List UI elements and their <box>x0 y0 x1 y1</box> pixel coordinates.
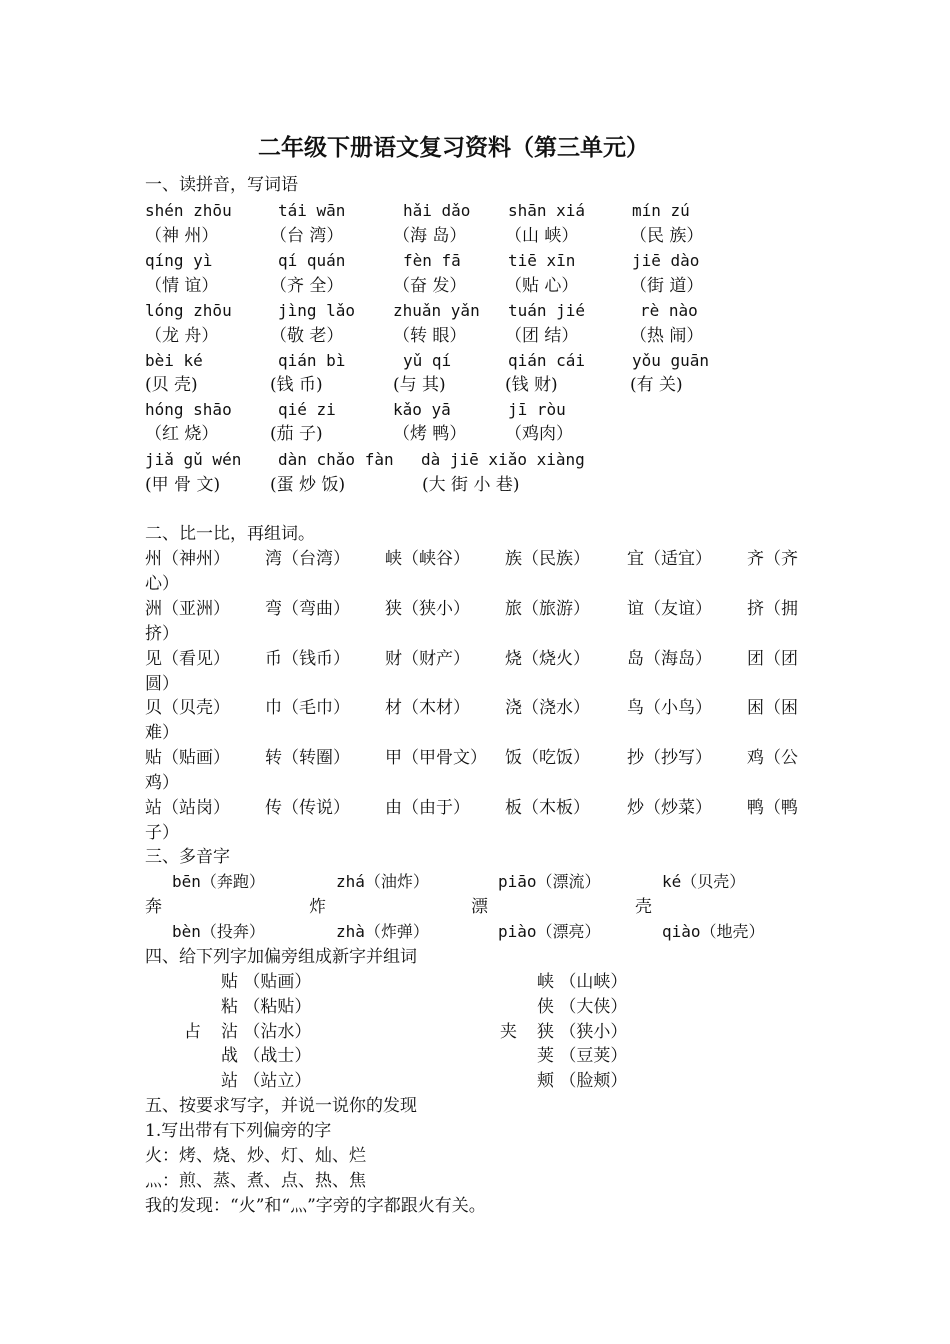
pinyin: jī ròu <box>508 400 566 419</box>
compare-word: 由（由于） <box>385 798 470 818</box>
compare-word: 甲（甲骨文） <box>385 748 487 769</box>
compare-word: 烧（烧火） <box>505 648 590 669</box>
section-5-heading: 五、按要求写字，并说一说你的发现 <box>145 1096 417 1116</box>
word-answer: （台 湾） <box>270 226 344 246</box>
compare-word: 心） <box>145 573 179 594</box>
pinyin: qíng yì <box>145 251 213 270</box>
polyphone-char: 奔 <box>145 897 162 917</box>
word-answer: (大 街 小 巷) <box>422 475 520 495</box>
compare-word: 饭（吃饭） <box>505 748 590 769</box>
polyphone-reading: bēn（奔跑） <box>172 872 265 891</box>
compare-word: 谊（友谊） <box>627 598 712 619</box>
compare-word: 洲（亚洲） <box>145 598 230 619</box>
word-answer: （齐 全） <box>270 276 344 296</box>
new-char-left: 贴 （贴画） <box>221 972 312 992</box>
word-answer: (甲 骨 文) <box>145 475 221 495</box>
word-answer: （山 峡） <box>505 226 579 246</box>
pinyin: dàn chǎo fàn <box>278 450 394 469</box>
word-answer: （鸡肉） <box>505 424 573 444</box>
compare-word: 炒（炒菜） <box>627 798 712 818</box>
compare-word: 挤） <box>145 623 179 644</box>
pinyin: hǎi dǎo <box>403 201 471 220</box>
left-root-char: 占 <box>184 1022 201 1042</box>
compare-word: 挤（拥 <box>747 598 798 619</box>
word-answer: （敬 老） <box>270 326 344 346</box>
word-answer: （龙 舟） <box>145 326 219 346</box>
pinyin: yǒu guān <box>632 351 710 370</box>
pinyin: bèi ké <box>145 351 203 370</box>
compare-word: 见（看见） <box>145 648 230 669</box>
section-5-sub: 1.写出带有下列偏旁的字 <box>145 1121 332 1141</box>
word-answer: （情 谊） <box>145 276 219 296</box>
word-answer: (与 其) <box>393 375 446 395</box>
compare-word: 材（木材） <box>385 698 470 719</box>
compare-word: 弯（弯曲） <box>265 598 350 619</box>
polyphone-reading: zhá（油炸） <box>336 872 429 891</box>
pinyin: kǎo yā <box>393 400 451 419</box>
compare-word: 鸟（小鸟） <box>627 698 712 719</box>
compare-word: 巾（毛巾） <box>265 698 350 719</box>
word-answer: （奋 发） <box>393 276 467 296</box>
pinyin: shén zhōu <box>145 201 232 220</box>
compare-word: 子） <box>145 822 179 843</box>
compare-word: 困（困 <box>747 698 798 719</box>
pinyin: tuán jié <box>508 301 586 320</box>
word-answer: （贴 心） <box>505 276 579 296</box>
compare-word: 宜（适宜） <box>627 549 712 569</box>
fire-radical-line: 火：烤、烧、炒、灯、灿、烂 <box>145 1146 366 1166</box>
compare-word: 湾（台湾） <box>265 549 350 569</box>
compare-word: 州（神州） <box>145 549 230 569</box>
polyphone-char: 炸 <box>309 897 326 917</box>
word-answer: (蛋 炒 饭) <box>270 475 346 495</box>
compare-word: 传（传说） <box>265 798 350 818</box>
compare-word: 齐（齐 <box>747 549 798 569</box>
pinyin: dà jiē xiǎo xiàng <box>421 450 585 469</box>
polyphone-reading: ké（贝壳） <box>662 872 746 891</box>
new-char-left: 粘 （粘贴） <box>221 996 312 1017</box>
compare-word: 财（财产） <box>385 648 470 669</box>
page-title: 二年级下册语文复习资料（第三单元） <box>258 134 649 161</box>
pinyin: yǔ qí <box>403 351 452 370</box>
word-answer: (贝 壳) <box>145 375 198 395</box>
pinyin: shān xiá <box>508 201 586 220</box>
pinyin: qí quán <box>278 251 346 270</box>
pinyin: jiē dào <box>632 251 700 270</box>
compare-word: 岛（海岛） <box>627 648 712 669</box>
pinyin: qián bì <box>278 351 346 370</box>
new-char-right: 峡 （山峡） <box>537 972 628 992</box>
pinyin: lóng zhōu <box>145 301 232 320</box>
word-answer: （街 道） <box>630 276 704 296</box>
section-2-heading: 二、比一比，再组词。 <box>145 524 315 544</box>
compare-word: 峡（峡谷） <box>385 549 470 569</box>
new-char-right: 颊 （脸颊） <box>537 1071 628 1092</box>
pinyin: tiē xīn <box>508 251 576 270</box>
right-root-char: 夹 <box>500 1022 517 1042</box>
new-char-left: 站 （站立） <box>221 1071 312 1092</box>
word-answer: （团 结） <box>505 326 579 346</box>
pinyin: qián cái <box>508 351 586 370</box>
word-answer: (钱 财) <box>505 375 558 395</box>
section-3-heading: 三、多音字 <box>145 847 230 867</box>
pinyin: jìng lǎo <box>278 301 356 320</box>
compare-word: 贴（贴画） <box>145 748 230 769</box>
pinyin: fèn fā <box>403 251 461 270</box>
section-4-heading: 四、给下列字加偏旁组成新字并组词 <box>145 947 417 967</box>
word-answer: （热 闹） <box>630 326 704 346</box>
finding-line: 我的发现：“火”和“灬”字旁的字都跟火有关。 <box>145 1196 486 1216</box>
polyphone-char: 漂 <box>471 897 488 917</box>
polyphone-reading: bèn（投奔） <box>172 922 265 941</box>
pinyin: zhuǎn yǎn <box>393 301 480 320</box>
compare-word: 难） <box>145 723 179 744</box>
word-answer: （神 州） <box>145 226 219 246</box>
pinyin: qié zi <box>278 400 336 419</box>
compare-word: 鸡） <box>145 773 179 794</box>
dots-radical-line: 灬：煎、蒸、煮、点、热、焦 <box>145 1171 366 1191</box>
pinyin: mín zú <box>632 201 690 220</box>
pinyin: rè nào <box>640 301 698 320</box>
pinyin: jiǎ gǔ wén <box>145 450 242 469</box>
polyphone-reading: qiào（地壳） <box>662 922 765 941</box>
new-char-right: 狭 （狭小） <box>537 1021 628 1042</box>
new-char-left: 战 （战士） <box>221 1046 312 1067</box>
word-answer: (钱 币) <box>270 375 323 395</box>
word-answer: （烤 鸭） <box>393 424 467 444</box>
compare-word: 旅（旅游） <box>505 598 590 619</box>
compare-word: 贝（贝壳） <box>145 698 230 719</box>
new-char-left: 沾 （沾水） <box>221 1021 312 1042</box>
polyphone-reading: piāo（漂流） <box>498 872 601 891</box>
polyphone-reading: piào（漂亮） <box>498 922 601 941</box>
compare-word: 转（转圈） <box>265 748 350 769</box>
compare-word: 浇（浇水） <box>505 698 590 719</box>
compare-word: 鸡（公 <box>747 748 798 769</box>
compare-word: 狭（狭小） <box>385 598 470 619</box>
new-char-right: 荚 （豆荚） <box>537 1046 628 1067</box>
polyphone-char: 壳 <box>635 897 652 917</box>
compare-word: 鸭（鸭 <box>747 798 798 818</box>
compare-word: 族（民族） <box>505 549 590 569</box>
compare-word: 币（钱币） <box>265 648 350 669</box>
word-answer: （转 眼） <box>393 326 467 346</box>
word-answer: （海 岛） <box>393 226 467 246</box>
compare-word: 圆） <box>145 673 179 694</box>
compare-word: 抄（抄写） <box>627 748 712 769</box>
word-answer: (有 关) <box>630 375 683 395</box>
compare-word: 板（木板） <box>505 798 590 818</box>
compare-word: 团（团 <box>747 648 798 669</box>
section-1-heading: 一、读拼音，写词语 <box>145 175 298 195</box>
word-answer: (茄 子) <box>270 424 323 444</box>
compare-word: 站（站岗） <box>145 798 230 818</box>
pinyin: tái wān <box>278 201 346 220</box>
word-answer: （红 烧） <box>145 424 219 444</box>
pinyin: hóng shāo <box>145 400 232 419</box>
polyphone-reading: zhà（炸弹） <box>336 922 429 941</box>
word-answer: （民 族） <box>630 226 704 246</box>
new-char-right: 侠 （大侠） <box>537 996 628 1017</box>
